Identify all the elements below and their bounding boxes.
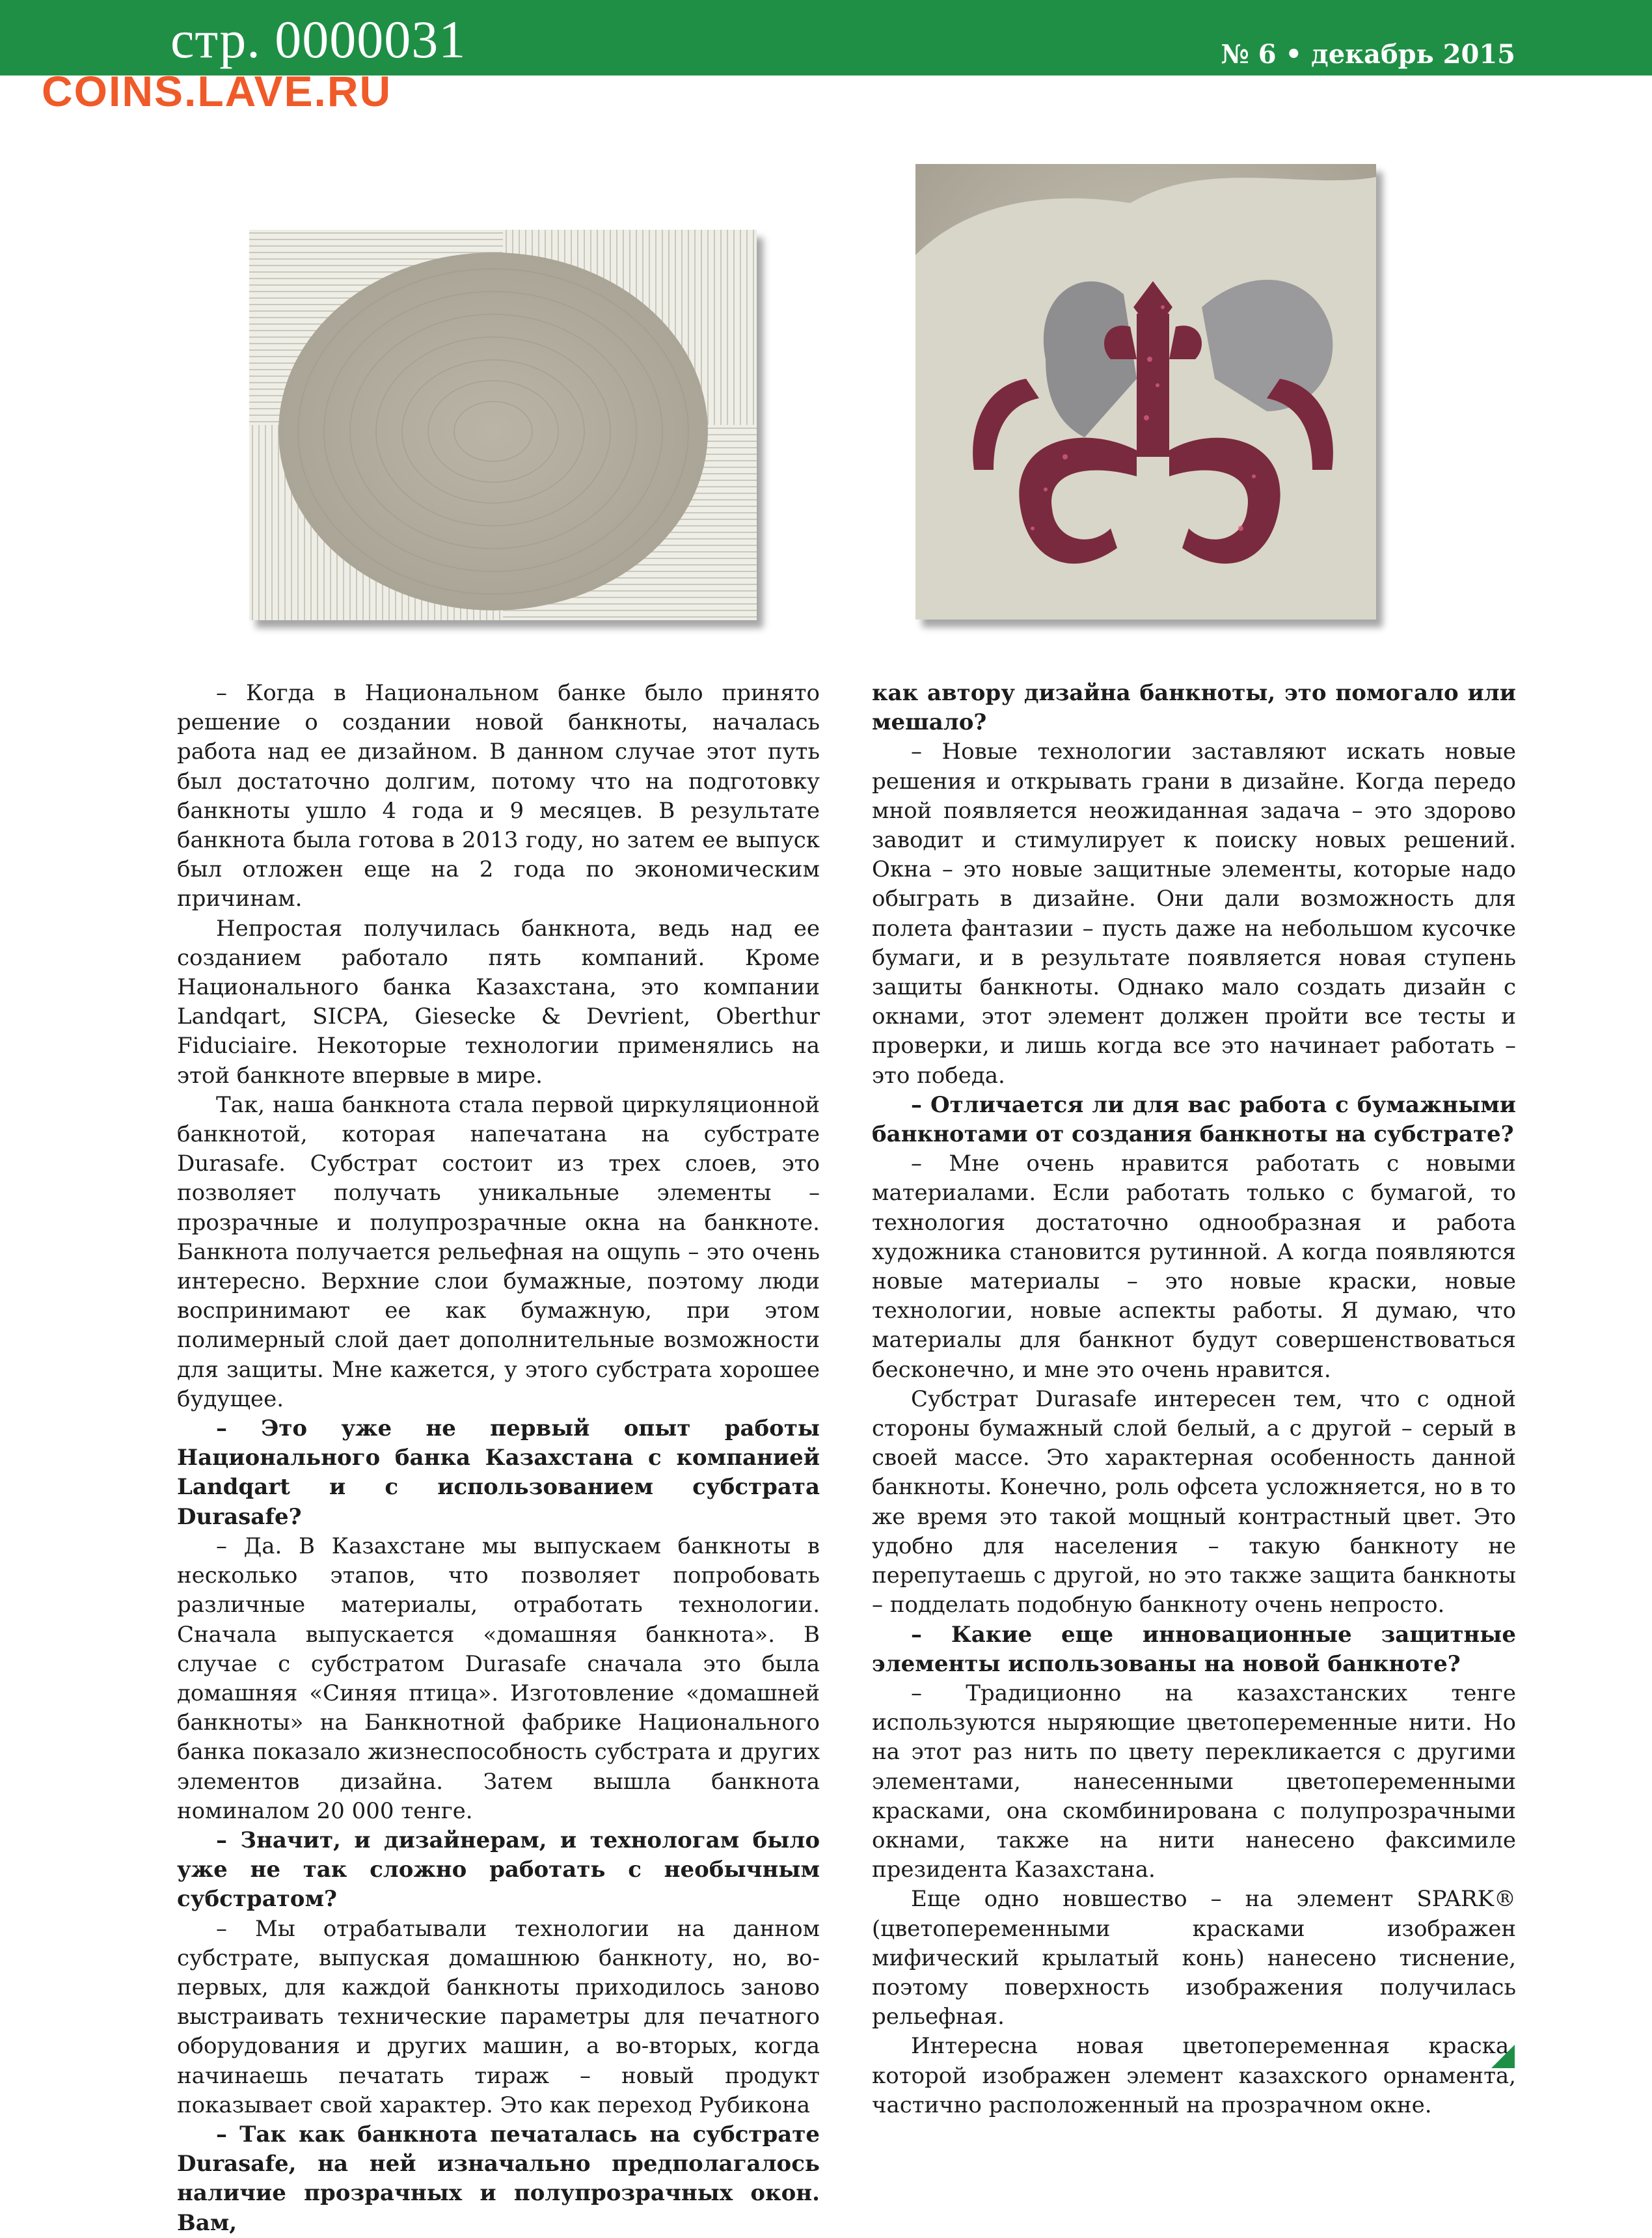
- question-paragraph: – Это уже не первый опыт работы Национального банка Казахстана с компанией Landqart и с использованием субстрата Durasafe?: [177, 1415, 820, 1530]
- answer-paragraph: Интересна новая цветопеременная краска, которой изображен элемент казахского орнамента, частично расположенный на прозрачном окне.: [872, 2033, 1516, 2118]
- answer-paragraph: – Новые технологии заставляют искать новые решения и открывать грани в дизайне. Когда передо мной появляется неожиданная задача – это здорово заводит и стимулирует к поиску новых решений. Окна – это новые защитные элементы, которые надо обыграть в дизайне. Они дали возможность для полета фантазии – пусть даже на небольшом кусочке бумаги, и в результате появляется новая ступень защиты банкноты. Однако мало создать дизайн с окнами, этот элемент должен пройти все тесты и проверки, и лишь когда все это начинает работать – это победа.: [872, 739, 1516, 1089]
- page-number: стр. 0000031: [170, 10, 467, 69]
- question-paragraph: – Так как банкнота печаталась на субстрате Durasafe, на ней изначально предполагалось наличие прозрачных и полупрозрачных окон. Вам,: [177, 2121, 820, 2236]
- question-paragraph: – Значит, и дизайнерам, и технологам было уже не так сложно работать с необычным субстратом?: [177, 1827, 820, 1913]
- article-column-left: [177, 679, 820, 2238]
- header-bar: [0, 0, 1652, 75]
- article-column-right: [872, 679, 1516, 2120]
- answer-paragraph: Субстрат Durasafe интересен тем, что с одной стороны бумажный слой белый, а с другой – серый в своей массе. Это характерная особенность данной банкноты. Конечно, роль офсета усложняется, но в то же время это такой мощный контрастный цвет. Это удобно для населения – такую банкноту не перепутаешь с другой, но это также защита банкноты – подделать подобную банкноту очень непросто.: [872, 1385, 1516, 1618]
- article-end-marker: [1491, 2045, 1515, 2068]
- question-paragraph: – Отличается ли для вас работа с бумажными банкнотами от создания банкноты на субстрате?: [872, 1091, 1516, 1148]
- answer-paragraph: – Традиционно на казахстанских тенге используются ныряющие цветопеременные нити. Но на этот раз нить по цвету перекликается с другими элементами, нанесенными цветопеременными красками, она скомбинирована с полупрозрачными окнами, также на нити нанесено факсимиле президента Казахстана.: [872, 1680, 1516, 1883]
- ornament-image: [915, 164, 1376, 620]
- watermark-texture-image: [249, 230, 757, 620]
- question-paragraph: – Какие еще инновационные защитные элементы использованы на новой банкноте?: [872, 1621, 1516, 1677]
- issue-label: № 6 • декабрь 2015: [1221, 39, 1515, 70]
- answer-paragraph: – Мы отрабатывали технологии на данном субстрате, выпуская домашнюю банкноту, но, во-первых, для каждой банкноты приходилось заново выстраивать технические параметры для печатного оборудования и других машин, а во-вторых, когда начинаешь печатать тираж – новый продукт показывает свой характер. Это как переход Рубикона: [177, 1915, 820, 2118]
- answer-paragraph: – Мне очень нравится работать с новыми материалами. Если работать только с бумагой, то технология достаточно однообразная и работа художника становится рутинной. А когда появляются новые материалы – это новые краски, новые технологии, новые аспекты работы. Я думаю, что материалы для банкнот будут совершенствоваться бесконечно, и мне это очень нравится.: [872, 1151, 1516, 1383]
- answer-paragraph: Непростая получилась банкнота, ведь над ее созданием работало пять компаний. Кроме Национального банка Казахстана, это компании Landqart, SICPA, Giesecke & Devrient, Oberthur Fiduciaire. Некоторые технологии применялись на этой банкноте впервые в мире.: [177, 915, 820, 1089]
- answer-paragraph: Еще одно новшество – на элемент SPARK® (цветопеременными красками изображен мифический крылатый конь) нанесено тиснение, поэтому поверхность изображения получилась рельефная.: [872, 1886, 1516, 2030]
- answer-paragraph: – Когда в Национальном банке было принято решение о создании новой банкноты, началась работа над ее дизайном. В данном случае этот путь был достаточно долгим, потому что на подготовку банкноты ушло 4 года и 9 месяцев. В результате банкнота была готова в 2013 году, но затем ее выпуск был отложен еще на 2 года по экономическим причинам.: [177, 680, 820, 912]
- answer-paragraph: – Да. В Казахстане мы выпускаем банкноты в несколько этапов, что позволяет попробовать различные материалы, отработать технологии. Сначала выпускается «домашняя банкнота». В случае с субстратом Durasafe сначала это была домашняя «Синяя птица». Изготовление «домашней банкноты» на Банкнотной фабрике Национального банка показало жизнеспособность субстрата и других элементов дизайна. Затем вышла банкнота номиналом 20 000 тенге.: [177, 1533, 820, 1824]
- question-paragraph: как автору дизайна банкноты, это помогало или мешало?: [872, 680, 1516, 736]
- site-watermark[interactable]: COINS.LAVE.RU: [42, 67, 392, 115]
- photo-watermark-window: [249, 230, 757, 620]
- answer-paragraph: Так, наша банкнота стала первой циркуляционной банкнотой, которая напечатана на субстрате Durasafe. Субстрат состоит из трех слоев, это позволяет получать уникальные элементы – прозрачные и полупрозрачные окна на банкноте. Банкнота получается рельефная на ощупь – это очень интересно. Верхние слои бумажные, поэтому люди воспринимают ее как бумажную, при этом полимерный слой дает дополнительные возможности для защиты. Мне кажется, у этого субстрата хорошее будущее.: [177, 1091, 820, 1412]
- photo-ornament-window: [915, 164, 1376, 620]
